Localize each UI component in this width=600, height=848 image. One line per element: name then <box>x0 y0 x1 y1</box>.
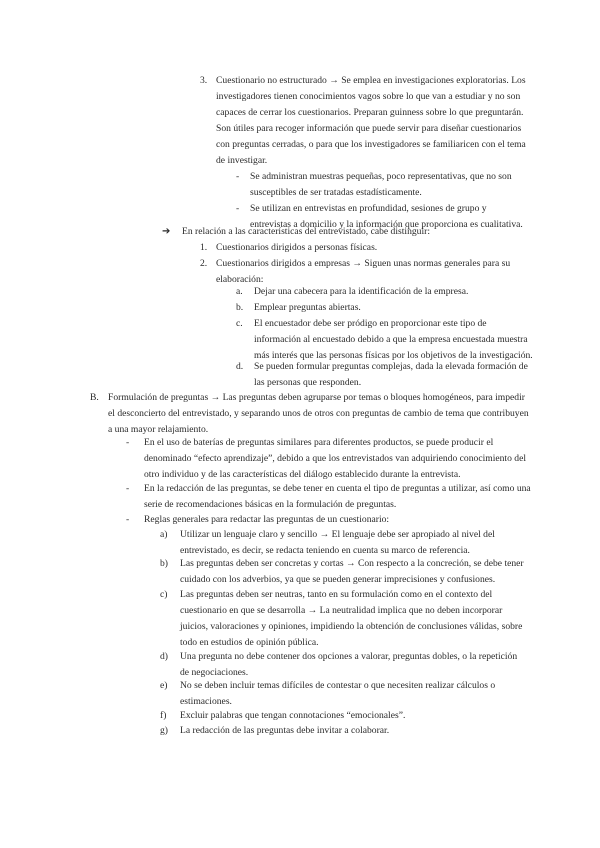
rule-marker: c) <box>160 589 168 600</box>
bullet-dash: - <box>126 483 130 494</box>
letter-marker: a. <box>236 286 243 297</box>
list-marker: 3. <box>200 75 208 86</box>
bullet-item <box>126 512 574 528</box>
bullet-dash: - <box>126 437 130 448</box>
list-item-1 <box>200 240 556 256</box>
letter-item-a <box>236 284 554 300</box>
letter-item-text: El encuestador debe ser pródigo en proporcionar este tipo de información al encuestado debido a que la empresa encuestada muestra más interés que las personas físicas por los objetivos de la investigación. <box>254 318 533 362</box>
rule-text: Las preguntas deben ser neutras, tanto en su formulación como en el contexto del cuestionario en que se desarrolla → La neutralidad implica que no deben incorporar juicios, valoraciones y opiniones, impidiendo la obtención de conclusiones válidas, sobre todo en estudios de opinión pública. <box>180 589 523 649</box>
rule-item-e <box>160 678 570 710</box>
rule-item-c <box>160 587 570 651</box>
list-item-text: Cuestionarios dirigidos a empresas → Siguen unas normas generales para su elaboración: <box>216 258 511 286</box>
letter-item-text: Emplear preguntas abiertas. <box>254 302 361 313</box>
bullet-dash: - <box>126 514 130 525</box>
bullet-dash: - <box>236 171 240 182</box>
sub-bullet-item <box>236 169 550 201</box>
rule-marker: b) <box>160 558 168 569</box>
rule-marker: d) <box>160 651 168 662</box>
rule-text: Utilizar un lenguaje claro y sencillo → El lenguaje debe ser apropiado al nivel del entrevistado, es decir, se redacta teniendo en cuenta su marco de referencia. <box>180 529 495 557</box>
rule-marker: a) <box>160 529 168 540</box>
section-marker: B. <box>90 392 99 403</box>
sub-bullet-text: Se utilizan en entrevistas en profundidad, sesiones de grupo y entrevistas a domicilio y la información que proporciona es cualitativa. <box>250 203 523 231</box>
bullet-text: Reglas generales para redactar las preguntas de un cuestionario: <box>144 514 390 525</box>
letter-item-c <box>236 316 554 364</box>
bullet-item <box>126 435 574 483</box>
letter-item-text: Dejar una cabecera para la identificación de la empresa. <box>254 286 469 297</box>
rule-text: No se deben incluir temas difíciles de contestar o que necesiten realizar cálculos o estimaciones. <box>180 680 496 708</box>
arrow-right-icon: ➔ <box>162 226 171 237</box>
rule-item-d <box>160 649 570 681</box>
sub-bullet-text: Se administran muestras pequeñas, poco representativas, que no son susceptibles de ser tratadas estadísticamente. <box>250 171 512 199</box>
list-marker: 2. <box>200 258 208 269</box>
rule-text: Excluir palabras que tengan connotaciones “emocionales”. <box>180 710 406 721</box>
section-b-text: Formulación de preguntas → Las preguntas deben agruparse por temas o bloques homogéneos, para impedir el desconcierto del entrevistado, y separando unos de otros con preguntas de cambio de tema que contribuyen a una mayor relajamiento. <box>108 392 529 436</box>
rule-text: Una pregunta no debe contener dos opciones a valorar, preguntas dobles, o la repetición de negociaciones. <box>180 651 518 679</box>
rule-marker: f) <box>160 710 167 721</box>
rule-item-f <box>160 708 570 724</box>
rule-item-b <box>160 556 570 588</box>
list-item-text: Cuestionarios dirigidos a personas físicas. <box>216 242 378 253</box>
list-marker: 1. <box>200 242 208 253</box>
rule-text: Las preguntas deben ser concretas y cortas → Con respecto a la concreción, se debe tener cuidado con los adverbios, ya que se pueden generar imprecisiones y confusiones. <box>180 558 524 586</box>
rule-marker: g) <box>160 725 168 736</box>
bullet-item <box>126 481 574 513</box>
rule-marker: e) <box>160 680 168 691</box>
letter-marker: b. <box>236 302 244 313</box>
rule-item-g <box>160 723 570 739</box>
list-item-text: Cuestionario no estructurado → Se emplea en investigaciones exploratorias. Los investigadores tienen conocimientos vagos sobre lo que van a estudiar y no son capaces de cerrar los cuestionarios. Preparan guinness sobre lo que preguntarán. Son útiles para recoger información que puede servir para diseñar cuestionarios con preguntas cerradas, o para que los investigadores se familiaricen con el tema de investigar. <box>216 75 526 167</box>
section-b <box>90 390 578 438</box>
bullet-text: En el uso de baterías de preguntas similares para diferentes productos, se puede producir el denominado “efecto aprendizaje”, debido a que los entrevistados van adquiriendo conocimiento del otro individuo y de las características del diálogo establecido durante la entrevista. <box>144 437 527 481</box>
list-item-3 <box>200 73 556 170</box>
rule-item-a <box>160 527 570 559</box>
letter-item-d <box>236 359 554 391</box>
bullet-text: En la redacción de las preguntas, se debe tener en cuenta el tipo de preguntas a utilizar, así como una serie de recomendaciones básicas en la formulación de preguntas. <box>144 483 531 511</box>
bullet-dash: - <box>236 203 240 214</box>
letter-item-text: Se pueden formular preguntas complejas, dada la elevada formación de las personas que responden. <box>254 361 528 389</box>
arrow-item-text: En relación a las características del entrevistado, cabe distinguir: <box>182 226 430 237</box>
letter-marker: d. <box>236 361 244 372</box>
letter-item-b <box>236 300 554 316</box>
arrow-list-item <box>162 224 542 240</box>
letter-marker: c. <box>236 318 243 329</box>
rule-text: La redacción de las preguntas debe invitar a colaborar. <box>180 725 390 736</box>
